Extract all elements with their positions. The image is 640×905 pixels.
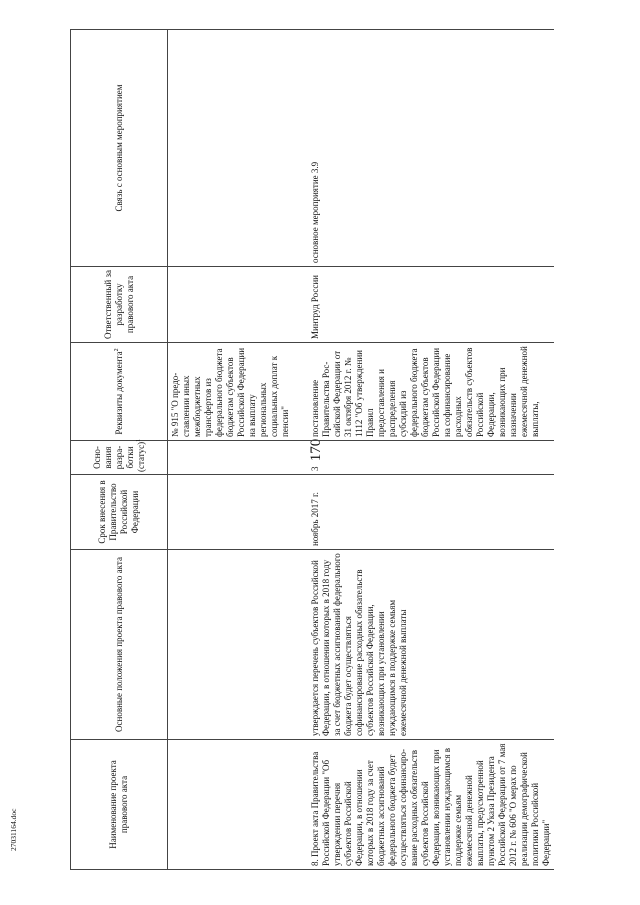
header-provisions: Основные положения проекта правового акта [71,550,168,740]
document-file-id: 27031164.doc [9,808,18,851]
header-link: Связь с основным мероприятием [71,30,168,267]
row-number: 8. [309,859,320,866]
table-row [308,30,554,870]
document-table [70,29,554,870]
header-basis: Осно-вания разра-ботки (статус)$^1$ [71,441,168,475]
cell-name [308,740,554,870]
header-responsible: Ответственный за разработку правового акта [71,267,168,343]
page-number: 170 [308,438,324,462]
cell-basis [168,441,308,475]
cell-link [168,30,308,267]
cell-responsible: Минтруд России [308,267,554,343]
cell-responsible [168,267,308,343]
cell-name [168,740,308,870]
cell-provisions: утверждается перечень субъектов Российской Федерации, в отношении которых в 2018 году за счет бюджетных ассигнований федерального бюджета будет осуществляться софинансирование расходных обязательств субъектов Российской Федерации, возникающих при установлении нуждающимся в поддержке семьям ежемесячной денежной выплаты [308,550,554,740]
document-table-wrapper [70,30,570,870]
cell-details: № 915 "О предо-ставлении иных межбюджетных трансфертов из федерального бюджета бюджетам субъектов Российской Федерации на выплату региональных социальных доплат к пенсии" [168,343,308,441]
cell-deadline [168,475,308,550]
header-deadline: Срок внесения в Правительство Российской Федерации [71,475,168,550]
table-row-continuation [168,30,308,870]
cell-link: основное мероприятие 3.9 [308,30,554,267]
cell-details: постановление Правительства Рос-сийской Федерации от 31 октября 2012 г. № 1112 "Об утверждении Правил предоставления и распределения субсидий из федерального бюджета бюджетам субъектов Российской Федерации на софинансирование расходных обязательств субъектов Российской Федерации, возникающих при назначении ежемесячной денежной выплаты, [308,343,554,441]
header-name: Наименование проекта правового акта [71,740,168,870]
cell-provisions [168,550,308,740]
cell-deadline: ноябрь 2017 г. [308,475,554,550]
header-details: Реквизиты документа$^2$ [71,343,168,441]
cell-basis: 3 [308,441,554,475]
row-name: Проект акта Правительства Российской Федерации "Об утверждении перечня субъектов Российской Федерации, в отношении которых в 2018 году за счет бюджетных ассигнований федерального бюджета будет осуществляться софинансиро-вание расходных обязательств субъектов Российской Федерации, возникающих при установлении нуждающимся в поддержке семьям ежемесячной денежной выплаты, предусмотренной пунктом 2 Указа Президента Российской Федерации от 7 мая 2012 г. № 606 "О мерах по реализации демографической политики Российской Федерации" [309,743,551,866]
table-header-row [71,30,168,870]
